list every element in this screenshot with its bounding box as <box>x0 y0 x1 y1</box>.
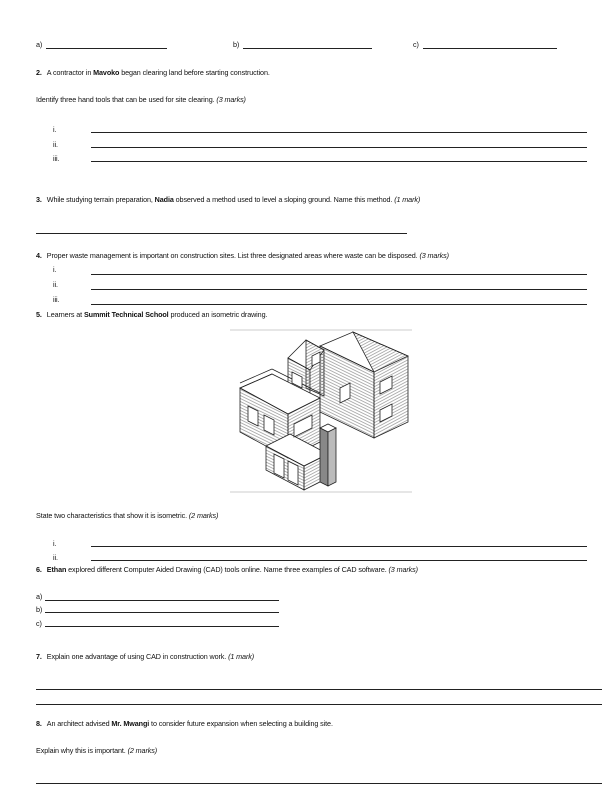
q5-item-i-line[interactable] <box>91 546 587 547</box>
q6-item-b-label: b) <box>36 605 43 614</box>
q4-marks: (3 marks) <box>419 251 449 260</box>
q6-item-a-line[interactable] <box>45 600 279 601</box>
q6-item-c-line[interactable] <box>45 626 279 627</box>
q2-name: Mavoko <box>93 68 120 77</box>
q6-item-c-label: c) <box>36 619 42 628</box>
q5-marks: (2 marks) <box>188 511 219 520</box>
question-2: 2. A contractor in Mavoko began clearing land before starting construction. <box>36 68 270 77</box>
question-3: 3. While studying terrain preparation, Nadia observed a method used to level a sloping ground. Name this method. (1 mark) <box>36 195 421 204</box>
q3-name: Nadia <box>154 195 174 204</box>
q4-item-i-label: i. <box>53 265 57 274</box>
q8-answer-line[interactable] <box>36 783 602 784</box>
q8-marks: (2 marks) <box>127 746 158 755</box>
q2-item-i-line[interactable] <box>91 132 587 133</box>
question-8-instruction: Explain why this is important. (2 marks) <box>36 746 158 755</box>
question-5-instruction: State two characteristics that show it is isometric. (2 marks) <box>36 511 219 520</box>
q3-answer-line[interactable] <box>36 233 407 234</box>
q6-name: Ethan <box>46 565 67 574</box>
q2-item-iii-label: iii. <box>53 154 60 163</box>
q4-item-ii-line[interactable] <box>91 289 587 290</box>
q8-name: Mr. Mwangi <box>111 719 150 728</box>
q5-item-ii-line[interactable] <box>91 560 587 561</box>
q2-marks: (3 marks) <box>216 95 246 104</box>
q5-item-ii-label: ii. <box>53 553 58 562</box>
q3-marks: (1 mark) <box>394 195 421 204</box>
top-answer-a-line[interactable] <box>46 48 167 49</box>
q4-item-ii-label: ii. <box>53 280 58 289</box>
q6-marks: (3 marks) <box>388 565 418 574</box>
q5-item-i-label: i. <box>53 539 57 548</box>
question-5: 5. Learners at Summit Technical School produced an isometric drawing. <box>36 310 268 319</box>
question-7: 7. Explain one advantage of using CAD in construction work. (1 mark) <box>36 652 255 661</box>
top-answer-c-label: c) <box>413 40 419 49</box>
q4-item-iii-label: iii. <box>53 295 60 304</box>
top-answer-c-line[interactable] <box>423 48 557 49</box>
question-6: 6. Ethan explored different Computer Aided Drawing (CAD) tools online. Name three examples of CAD software. (3 marks) <box>36 565 418 574</box>
top-answer-a-label: a) <box>36 40 43 49</box>
q7-answer-line-1[interactable] <box>36 689 602 690</box>
q7-answer-line-2[interactable] <box>36 704 602 705</box>
top-answer-b-line[interactable] <box>243 48 372 49</box>
q4-item-iii-line[interactable] <box>91 304 587 305</box>
question-2-instruction: Identify three hand tools that can be used for site clearing. (3 marks) <box>36 95 246 104</box>
q7-marks: (1 mark) <box>228 652 255 661</box>
top-answer-b-label: b) <box>233 40 240 49</box>
q4-item-i-line[interactable] <box>91 274 587 275</box>
isometric-building-drawing <box>228 328 414 494</box>
q2-item-ii-line[interactable] <box>91 147 587 148</box>
q2-item-i-label: i. <box>53 125 57 134</box>
q2-item-ii-label: ii. <box>53 140 58 149</box>
q2-item-iii-line[interactable] <box>91 161 587 162</box>
question-8: 8. An architect advised Mr. Mwangi to consider future expansion when selecting a building site. <box>36 719 333 728</box>
q6-item-a-label: a) <box>36 592 43 601</box>
q6-item-b-line[interactable] <box>45 612 279 613</box>
q5-name: Summit Technical School <box>83 310 169 319</box>
question-4: 4. Proper waste management is important on construction sites. List three designated areas where waste can be disposed. (3 marks) <box>36 251 449 260</box>
